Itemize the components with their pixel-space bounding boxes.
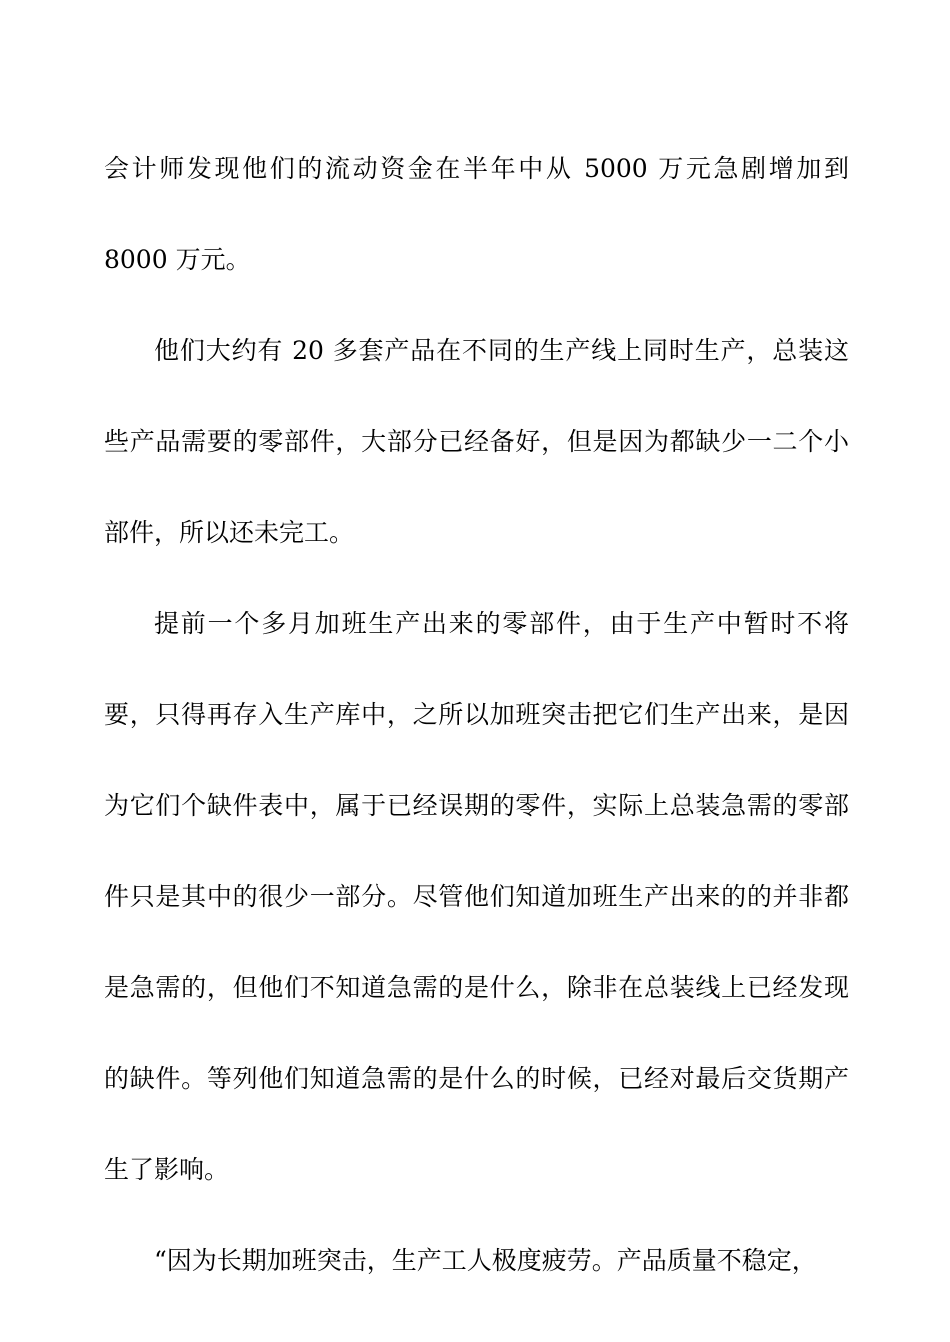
document-body — [104, 123, 849, 1306]
paragraph-quote: “因为长期加班突击，生产工人极度疲劳。产品质量不稳定， — [154, 1246, 817, 1275]
paragraph-continued: 会计师发现他们的流动资金在半年中从 5000 万元急剧增加到 8000 万元。 — [104, 154, 849, 274]
paragraph-product-lines: 他们大约有 20 多套产品在不同的生产线上同时生产，总装这些产品需要的零部件，大部分已经备好，但是因为都缺少一二个小部件，所以还未完工。 — [104, 336, 849, 547]
paragraph-overtime-parts: 提前一个多月加班生产出来的零部件，由于生产中暂时不将要，只得再存入生产库中，之所以加班突击把它们生产出来，是因为它们个缺件表中，属于已经误期的零件，实际上总装急需的零部件只是其中的很少一部分。尽管他们知道加班生产出来的的并非都是急需的，但他们不知道急需的是什么，除非在总装线上已经发现的缺件。等列他们知道急需的是什么的时候，已经对最后交货期产生了影响。 — [104, 609, 849, 1184]
